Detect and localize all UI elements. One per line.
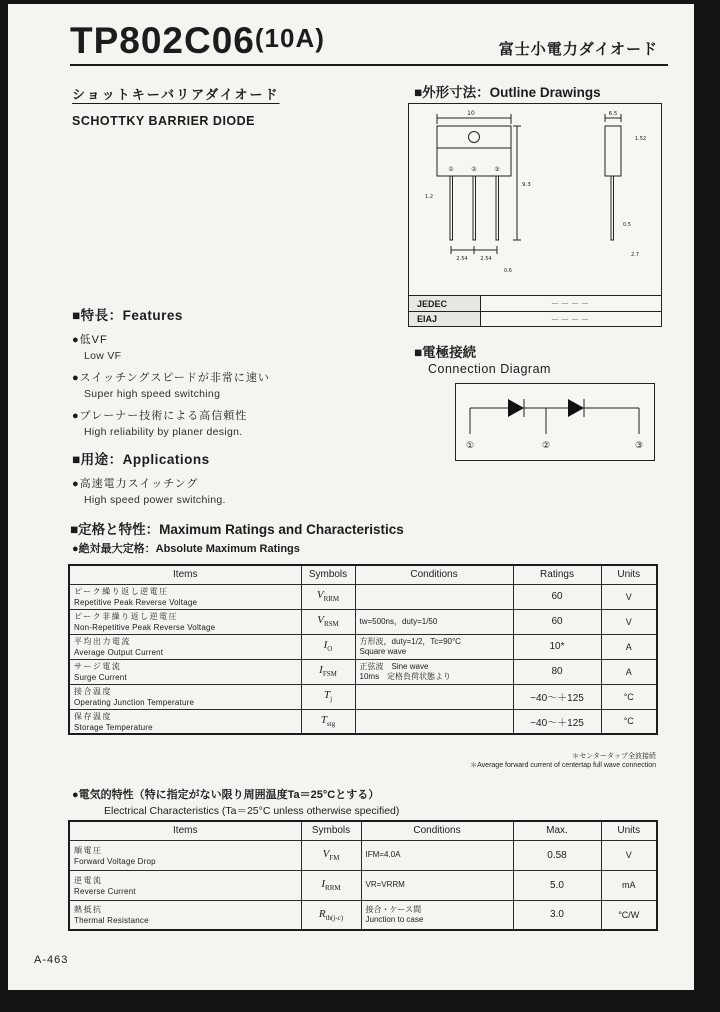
max-value: 0.58 (513, 840, 601, 870)
max-ratings-table (68, 564, 658, 735)
scanned-datasheet-page (8, 4, 694, 990)
eiaj-label: EIAJ (409, 312, 481, 326)
symbol-cell: $V_{FM}$ (301, 840, 361, 870)
item-jp: ピーク繰り返し逆電圧 (74, 587, 169, 596)
unit-cell: V (601, 840, 657, 870)
item-jp: 順電圧 (74, 845, 103, 855)
dim-lead-width: 0.6 (504, 268, 512, 274)
lead (473, 176, 476, 240)
rating-value: −40～＋125 (513, 709, 601, 734)
table-row (69, 870, 657, 900)
item-cell (69, 900, 301, 930)
col-conditions: Conditions (361, 821, 513, 840)
symbol-cell: $T_j$ (301, 684, 355, 709)
item-cell (69, 584, 301, 609)
col-ratings: Ratings (513, 565, 601, 584)
page-number: A-463 (34, 954, 69, 966)
outline-drawing-box (408, 103, 662, 327)
applications-section (72, 448, 402, 506)
unit-cell: °C (601, 684, 657, 709)
footnote-en: ＊Average forward current of centertap full wave connection (470, 762, 656, 769)
max-value: 3.0 (513, 900, 601, 930)
rating-value: 60 (513, 609, 601, 634)
feature-en: Low VF (84, 350, 122, 362)
feature-en: Super high speed switching (84, 388, 221, 400)
item-cell (69, 709, 301, 734)
feature-item (72, 407, 402, 438)
item-jp: サージ電流 (74, 662, 122, 671)
connection-diagram-svg (456, 384, 654, 460)
unit-cell: A (601, 659, 657, 684)
table-row (69, 659, 657, 684)
item-cell (69, 609, 301, 634)
unit-cell: °C/W (601, 900, 657, 930)
pin-number: ② (471, 166, 477, 173)
jedec-label: JEDEC (409, 296, 481, 311)
feature-en: High reliability by planer design. (84, 426, 243, 438)
ratings-heading: ■定格と特性：Maximum Ratings and Characteristics (70, 522, 404, 537)
jedec-row (409, 296, 661, 311)
conditions-cell: 接合・ケース間 Junction to case (361, 900, 513, 930)
lead (611, 176, 614, 240)
diode-symbol (568, 399, 584, 417)
item-en: Surge Current (74, 673, 127, 682)
table-row (69, 840, 657, 870)
table-header-row (69, 821, 657, 840)
feature-item (72, 331, 402, 362)
conditions-cell: tw=500ns，duty=1/50 (355, 609, 513, 634)
table-row (69, 709, 657, 734)
features-section (72, 304, 402, 438)
unit-cell: V (601, 584, 657, 609)
dim-lead-offset: 1.2 (425, 194, 433, 200)
package-front-view (425, 110, 531, 274)
current-rating: (10A) (254, 23, 325, 53)
symbol-cell: $I_{RRM}$ (301, 870, 361, 900)
unit-cell: °C (601, 709, 657, 734)
symbol-cell: $I_{FSM}$ (301, 659, 355, 684)
symbol-cell: $T_{stg}$ (301, 709, 355, 734)
brand-title: 富士小電力ダイオード (498, 41, 658, 58)
subtitle-english: SCHOTTKY BARRIER DIODE (72, 114, 256, 128)
item-en: Thermal Resistance (74, 916, 149, 926)
terminal-label: ② (541, 441, 551, 451)
header-rule (70, 64, 668, 66)
rating-value: 10* (513, 634, 601, 659)
electrical-characteristics-table (68, 820, 658, 931)
col-conditions: Conditions (355, 565, 513, 584)
applications-heading: ■用途：Applications (72, 452, 210, 467)
dim-height: 9.3 (522, 182, 531, 188)
symbol-cell: $R_{th(j-c)}$ (301, 900, 361, 930)
ratings-subheading: ●絶対最大定格：Absolute Maximum Ratings (72, 543, 300, 555)
col-items: Items (69, 565, 301, 584)
table-row (69, 684, 657, 709)
application-item (72, 475, 402, 506)
outline-drawing-svg (409, 104, 661, 296)
rating-value: 80 (513, 659, 601, 684)
dim-depth: 2.7 (631, 252, 639, 258)
item-jp: 逆電流 (74, 875, 103, 885)
item-en: Reverse Current (74, 886, 136, 896)
conditions-cell: 正弦波 Sine wave 10ms 定格負荷状態より (355, 659, 513, 684)
electrical-heading-japanese: ●電気的特性（特に指定がない限り周囲温度Ta＝25°Cとする） (72, 789, 380, 801)
conditions-cell: 方形波，duty=1/2，Tc=90°C Square wave (355, 634, 513, 659)
item-jp: 接合温度 (74, 687, 112, 696)
connection-subheading: Connection Diagram (428, 362, 551, 376)
application-en: High speed power switching. (84, 494, 226, 506)
conditions-cell: IFM=4.0A (361, 840, 513, 870)
eiaj-value: －－－－ (551, 314, 591, 324)
electrical-heading-english: Electrical Characteristics (Ta＝25°C unless otherwise specified) (104, 805, 400, 817)
item-en: Storage Temperature (74, 722, 153, 732)
conditions-cell (355, 684, 513, 709)
item-cell (69, 659, 301, 684)
pin-number: ① (448, 166, 454, 173)
table-header-row (69, 565, 657, 584)
table-row (69, 900, 657, 930)
connection-heading: ■電極接続 (414, 345, 477, 360)
item-en: Repetitive Peak Reverse Voltage (74, 598, 198, 607)
item-jp: 保存温度 (74, 711, 112, 721)
feature-jp: ●スイッチングスピードが非常に速い (72, 372, 270, 384)
item-cell (69, 684, 301, 709)
item-en: Forward Voltage Drop (74, 856, 156, 866)
conditions-cell (355, 584, 513, 609)
eiaj-row (409, 311, 661, 326)
col-items: Items (69, 821, 301, 840)
symbol-cell: $V_{RSM}$ (301, 609, 355, 634)
feature-jp: ●プレーナー技術による高信頼性 (72, 410, 248, 422)
col-units: Units (601, 821, 657, 840)
jedec-value: －－－－ (551, 299, 591, 308)
page-title (70, 20, 325, 62)
conditions-cell: VR=VRRM (361, 870, 513, 900)
pin-number: ③ (494, 166, 500, 173)
lead (450, 176, 453, 240)
terminal-label: ① (465, 441, 475, 451)
unit-cell: mA (601, 870, 657, 900)
unit-cell: A (601, 634, 657, 659)
rating-value: 60 (513, 584, 601, 609)
part-number: TP802C06 (70, 20, 255, 61)
application-jp: ●高速電力スイッチング (72, 478, 199, 490)
col-symbols: Symbols (301, 565, 355, 584)
features-heading: ■特長：Features (72, 308, 183, 323)
item-en: Average Output Current (74, 648, 164, 657)
table-row (69, 584, 657, 609)
feature-jp: ●低VF (72, 334, 108, 346)
item-jp: ピーク非繰り返し逆電圧 (74, 612, 179, 621)
dim-thickness: 1.52 (635, 136, 647, 142)
footnote-jp: ＊センタータップ全波接続 (572, 753, 656, 760)
feature-item (72, 369, 402, 400)
symbol-cell: $I_O$ (301, 634, 355, 659)
item-cell (69, 870, 301, 900)
item-jp: 熱抵抗 (74, 905, 103, 915)
table-row (69, 634, 657, 659)
col-max: Max. (513, 821, 601, 840)
subtitle-japanese: ショットキーバリアダイオード (72, 87, 280, 102)
outline-heading: ■外形寸法：Outline Drawings (414, 85, 601, 100)
dim-tab-width: 6.5 (608, 111, 618, 117)
conditions-cell (355, 709, 513, 734)
rating-value: −40～＋125 (513, 684, 601, 709)
symbol-cell: $V_{RRM}$ (301, 584, 355, 609)
item-en: Operating Junction Temperature (74, 698, 195, 707)
item-en: Non-Repetitive Peak Reverse Voltage (74, 623, 216, 632)
item-cell (69, 840, 301, 870)
dim-width: 10 (467, 110, 475, 117)
col-symbols: Symbols (301, 821, 361, 840)
max-value: 5.0 (513, 870, 601, 900)
mounting-hole (469, 132, 480, 143)
item-jp: 平均出力電流 (74, 637, 131, 646)
unit-cell: V (601, 609, 657, 634)
package-side-view (605, 111, 646, 258)
dim-pitch: 2.54 (480, 256, 492, 262)
terminal-label: ③ (634, 441, 644, 451)
lead (496, 176, 499, 240)
dim-pitch: 2.54 (456, 256, 468, 262)
diode-symbol (508, 399, 524, 417)
dim-lead-thickness: 0.5 (623, 222, 631, 228)
item-cell (69, 634, 301, 659)
connection-diagram-box (455, 383, 655, 461)
package-standard-table (409, 295, 661, 326)
table-footnotes (470, 752, 656, 770)
table-row (69, 609, 657, 634)
col-units: Units (601, 565, 657, 584)
